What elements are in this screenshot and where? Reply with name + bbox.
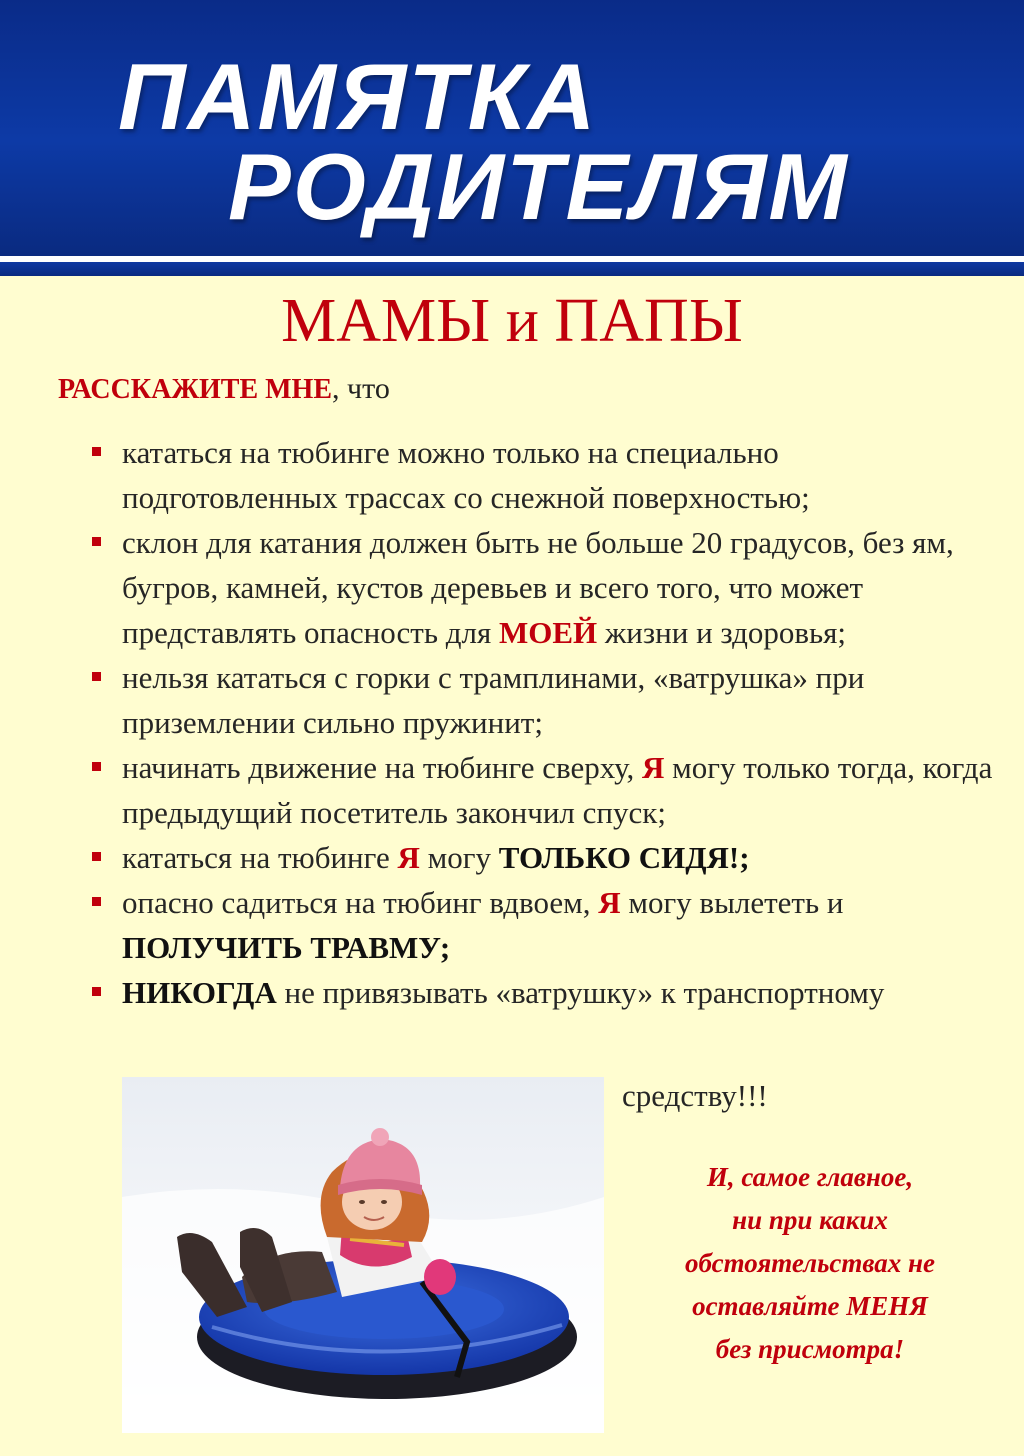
list-item-text: опасно садиться на тюбинг вдвоем, [122,885,599,920]
list-item-text: могу только тогда, когда предыдущий посетитель закончил спуск; [122,750,993,830]
child-on-snow-tube-photo [122,1077,604,1433]
closing-line: ни при каких [732,1205,888,1235]
safety-list [92,430,1002,1015]
list-item-bold: ТОЛЬКО СИДЯ!; [498,840,750,875]
list-item-emphasis: Я [642,750,665,785]
closing-line: без присмотра! [715,1334,905,1364]
list-item-text: могу вылететь и [620,885,844,920]
lead-line [58,372,390,406]
closing-message [620,1156,1000,1371]
list-item [92,745,1002,835]
bullet-icon [92,987,101,996]
list-item [92,835,1002,880]
list-item [92,520,1002,655]
list-item-text: начинать движение на тюбинге сверху, [122,750,642,785]
closing-line: оставляйте МЕНЯ [692,1291,928,1321]
list-item-text: кататься на тюбинге [122,840,398,875]
list-item-text: не привязывать «ватрушку» к транспортному [276,975,885,1010]
banner-divider-band [0,262,1024,276]
list-item [92,970,1002,1015]
bullet-icon [92,852,101,861]
list-item-emphasis: МОЕЙ [498,615,598,650]
list-item-text: могу [419,840,499,875]
list-item-bold: НИКОГДА [122,975,277,1010]
closing-line: обстоятельствах не [684,1248,936,1278]
banner-title-line1: ПАМЯТКА [118,44,598,149]
list-item [92,430,1002,520]
list-item-text: склон для катания должен быть не больше 20 градусов, без ям, бугров, камней, кустов деревьев и всего того, что может представлять опасность для [122,525,954,650]
page-heading: МАМЫ и ПАПЫ [281,287,743,355]
list-item-text: кататься на тюбинге можно только на специально подготовленных трассах со снежной поверхностью; [122,435,810,515]
list-item-bold: ПОЛУЧИТЬ ТРАВМУ; [122,930,451,965]
bullet-icon [92,537,101,546]
list-item-emphasis: Я [397,840,420,875]
bullet-icon [92,672,101,681]
list-item [92,880,1002,970]
lead-rest: , что [332,372,390,405]
list-item-continuation: средству!!! [622,1078,768,1113]
lead-emphasis: РАССКАЖИТЕ МНЕ [58,374,333,405]
list-item-emphasis: Я [598,885,621,920]
bullet-icon [92,447,101,456]
list-item-text: нельзя кататься с горки с трамплинами, «ватрушка» при приземлении сильно пружинит; [122,660,865,740]
closing-line: И, самое главное, [706,1162,914,1192]
list-item-text: жизни и здоровья; [597,615,847,650]
list-item [92,655,1002,745]
bullet-icon [92,762,101,771]
bullet-icon [92,897,101,906]
banner-title-line2: РОДИТЕЛЯМ [228,134,849,239]
header-banner [0,0,1024,256]
